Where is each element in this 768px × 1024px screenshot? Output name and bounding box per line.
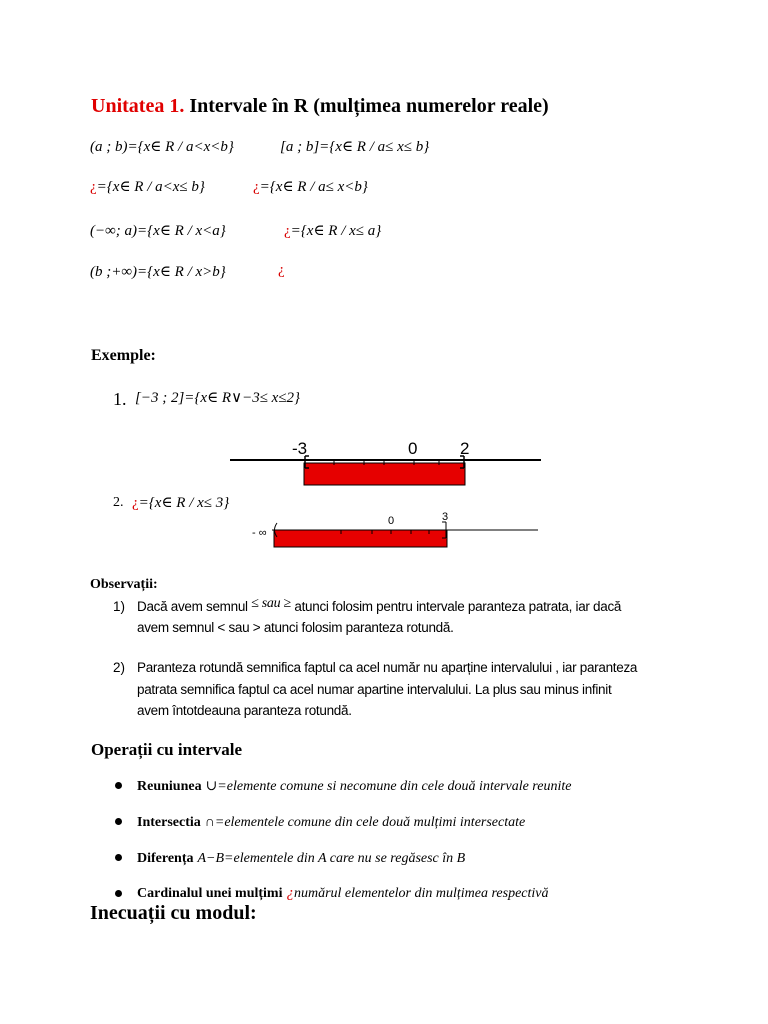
example-2-number: 2. [113, 495, 124, 510]
operation-definition: A−B=elementele din A care nu se regăsesc în B [197, 851, 466, 866]
def-left-open-right-closed: ¿={x∈ R / a<x≤ b} [90, 179, 205, 195]
def-pos-inf-open: (b ;+∞)={x∈ R / x>b} [90, 264, 226, 280]
title-prefix: Unitatea 1. [91, 95, 185, 117]
tick-label-2: 2 [460, 439, 470, 458]
number-line-2 [248, 508, 540, 552]
observation-2-number: 2) [113, 660, 126, 675]
example-2-math: ¿={x∈ R / x≤ 3} [132, 495, 230, 511]
operation-definition: numărul elementelor din mulțimea respectivă [293, 886, 549, 901]
def-closed-interval: [a ; b]={x∈ R / a≤ x≤ b} [280, 139, 430, 155]
observation-2-line-2: patrata semnifica faptul ca acel numar apartine intervalului. La plus sau minus infinit [137, 682, 612, 697]
operation-label: Cardinalul unei mulțimi [137, 886, 283, 901]
example-1-math: [−3 ; 2]={x∈ R∨−3≤ x≤2} [135, 390, 301, 406]
bullet-icon [115, 818, 122, 825]
unrendered-symbol: ¿ [253, 179, 260, 195]
tick-label-0: 0 [408, 439, 418, 458]
tick-label-3: 3 [442, 511, 449, 523]
operation-cardinal [137, 884, 549, 902]
observation-1-number: 1) [113, 599, 126, 614]
operation-difference [137, 849, 465, 867]
def-pos-inf-closed [278, 262, 285, 279]
tick-label-0: 0 [388, 515, 395, 527]
examples-heading: Exemple: [91, 347, 156, 364]
bullet-icon [115, 854, 122, 861]
operation-definition: ∩=elementele comune din cele două mulțimi intersectate [204, 815, 526, 830]
unrendered-symbol: ¿ [278, 262, 285, 278]
unrendered-symbol: ¿ [132, 495, 139, 511]
inequalities-heading: Inecuații cu modul: [90, 902, 257, 924]
operation-definition: ∪=elemente comune si necomune din cele două intervale reunite [205, 779, 572, 794]
number-line-1 [228, 432, 544, 490]
def-neg-inf-open: (−∞; a)={x∈ R / x<a} [90, 223, 226, 239]
observation-1-line-2: avem semnul < sau > atunci folosim paranteza rotundă. [137, 620, 454, 635]
page-title [91, 95, 549, 118]
observation-2-line-3: avem întotdeauna paranteza rotundă. [137, 703, 352, 718]
observation-1-line-1: Dacă avem semnul ≤ sau ≥ atunci folosim pentru intervale paranteza patrata, iar dacă [137, 596, 622, 614]
operation-label: Diferența [137, 851, 194, 866]
interval-fill-2 [274, 530, 447, 547]
operations-heading: Operații cu intervale [91, 740, 243, 759]
unrendered-symbol: ¿ [286, 885, 294, 901]
def-open-interval: (a ; b)={x∈ R / a<x<b} [90, 139, 234, 155]
bullet-icon [115, 890, 122, 897]
operation-union [137, 777, 571, 795]
tick-label-neg-inf: - ∞ [252, 527, 267, 539]
bullet-icon [115, 782, 122, 789]
operation-label: Reuniunea [137, 779, 202, 794]
tick-label-neg3: -3 [292, 439, 308, 458]
def-neg-inf-closed: ¿={x∈ R / x≤ a} [284, 223, 382, 239]
operation-intersection [137, 813, 525, 831]
unrendered-symbol: ¿ [90, 179, 97, 195]
unrendered-symbol: ¿ [284, 223, 291, 239]
example-1-number: 1. [113, 389, 127, 409]
observation-2-line-1: Paranteza rotundă semnifica faptul ca acel număr nu aparține intervalului , iar paranteza [137, 660, 638, 675]
title-main: Intervale în R (mulțimea numerelor reale) [189, 95, 549, 117]
def-left-closed-right-open: ¿={x∈ R / a≤ x<b} [253, 179, 368, 195]
operation-label: Intersectia [137, 815, 201, 830]
interval-fill-1 [304, 463, 465, 485]
observations-heading: Observații: [90, 577, 158, 592]
